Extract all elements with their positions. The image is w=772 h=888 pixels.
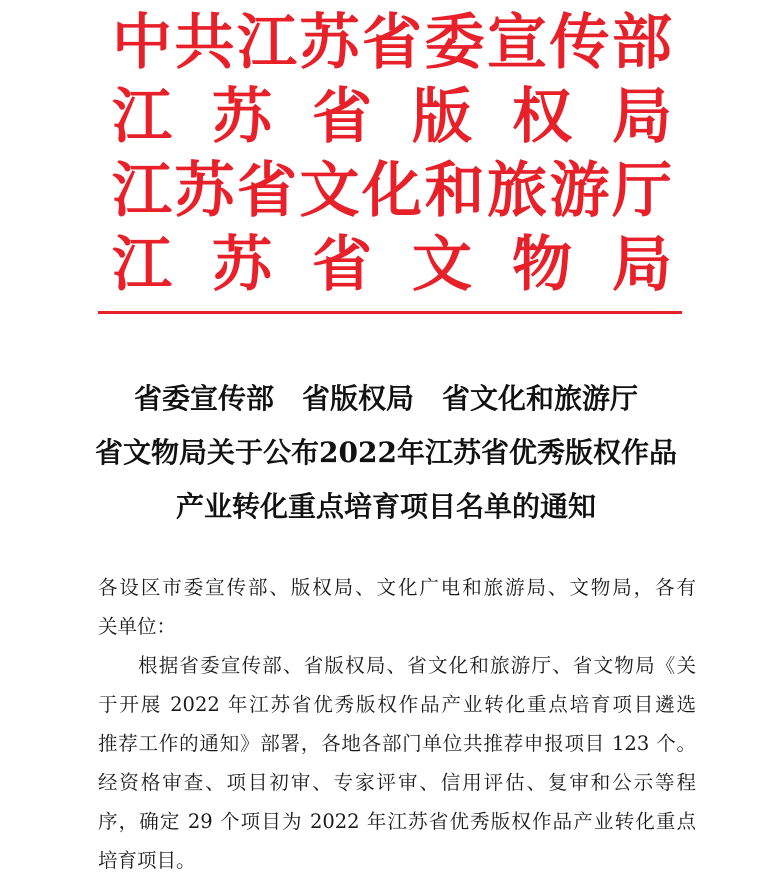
body-line-paragraph: 推荐工作的通知》部署，各地各部门单位共推荐申报项目 123 个。 [98,732,696,755]
red-divider-rule [98,311,682,314]
issuing-organizations-header [112,6,672,302]
document-body [98,568,696,880]
org-line-char: 和 [424,156,485,226]
org-line-char: 苏 [212,230,272,300]
org-line-char: 共 [174,8,235,78]
org-line-char: 版 [412,82,472,152]
org-line-char: 江 [237,8,297,78]
org-line-char: 游 [549,156,610,226]
org-line-char: 局 [612,230,672,300]
org-line-char: 江 [112,156,172,226]
title-line: 省委宣传部 省版权局 省文化和旅游厅 [133,382,638,415]
org-line-char: 省 [237,156,297,226]
body-line-paragraph: 根据省委宣传部、省版权局、省文化和旅游厅、省文物局《关 [138,654,696,677]
org-line-char: 省 [312,230,372,300]
org-line-char: 权 [512,82,572,152]
title-line: 产业转化重点培育项目名单的通知 [175,490,596,523]
document-title [0,372,772,534]
org-line-char: 旅 [487,156,547,226]
org-line-char: 省 [312,82,372,152]
body-line-paragraph: 经资格审查、项目初审、专家评审、信用评估、复审和公示等程 [98,771,696,794]
org-line-char: 苏 [299,8,360,78]
body-line-recipients-end: 关单位： [98,615,177,638]
org-line-char: 厅 [612,156,672,226]
org-line-char: 文 [412,230,472,300]
org-line-char: 委 [424,8,485,78]
org-line-char: 部 [612,8,672,78]
org-line-char: 江 [112,230,172,300]
org-line-char: 物 [512,230,572,300]
org-line-copyright-bureau [112,80,672,154]
org-line-char: 江 [112,82,172,152]
body-line-paragraph: 于开展 2022 年江苏省优秀版权作品产业转化重点培育项目遴选 [98,693,696,716]
org-line-char: 苏 [212,82,272,152]
org-line-char: 省 [362,8,422,78]
body-line-paragraph: 序，确定 29 个项目为 2022 年江苏省优秀版权作品产业转化重点 [98,810,696,833]
org-line-char: 中 [112,8,172,78]
org-line-propaganda-dept [112,6,672,80]
org-line-char: 化 [362,156,422,226]
org-line-char: 传 [549,8,610,78]
org-line-char: 文 [299,156,360,226]
body-line-recipients: 各设区市委宣传部、版权局、文化广电和旅游局、文物局，各有 [98,576,696,599]
org-line-char: 局 [612,82,672,152]
org-line-cultural-relics-bureau [112,228,672,302]
org-line-char: 苏 [174,156,235,226]
org-line-culture-tourism-dept [112,154,672,228]
org-line-char: 宣 [487,8,547,78]
body-line-paragraph-end: 培育项目。 [98,849,196,872]
title-line: 省文物局关于公布2022年江苏省优秀版权作品 [95,436,677,469]
